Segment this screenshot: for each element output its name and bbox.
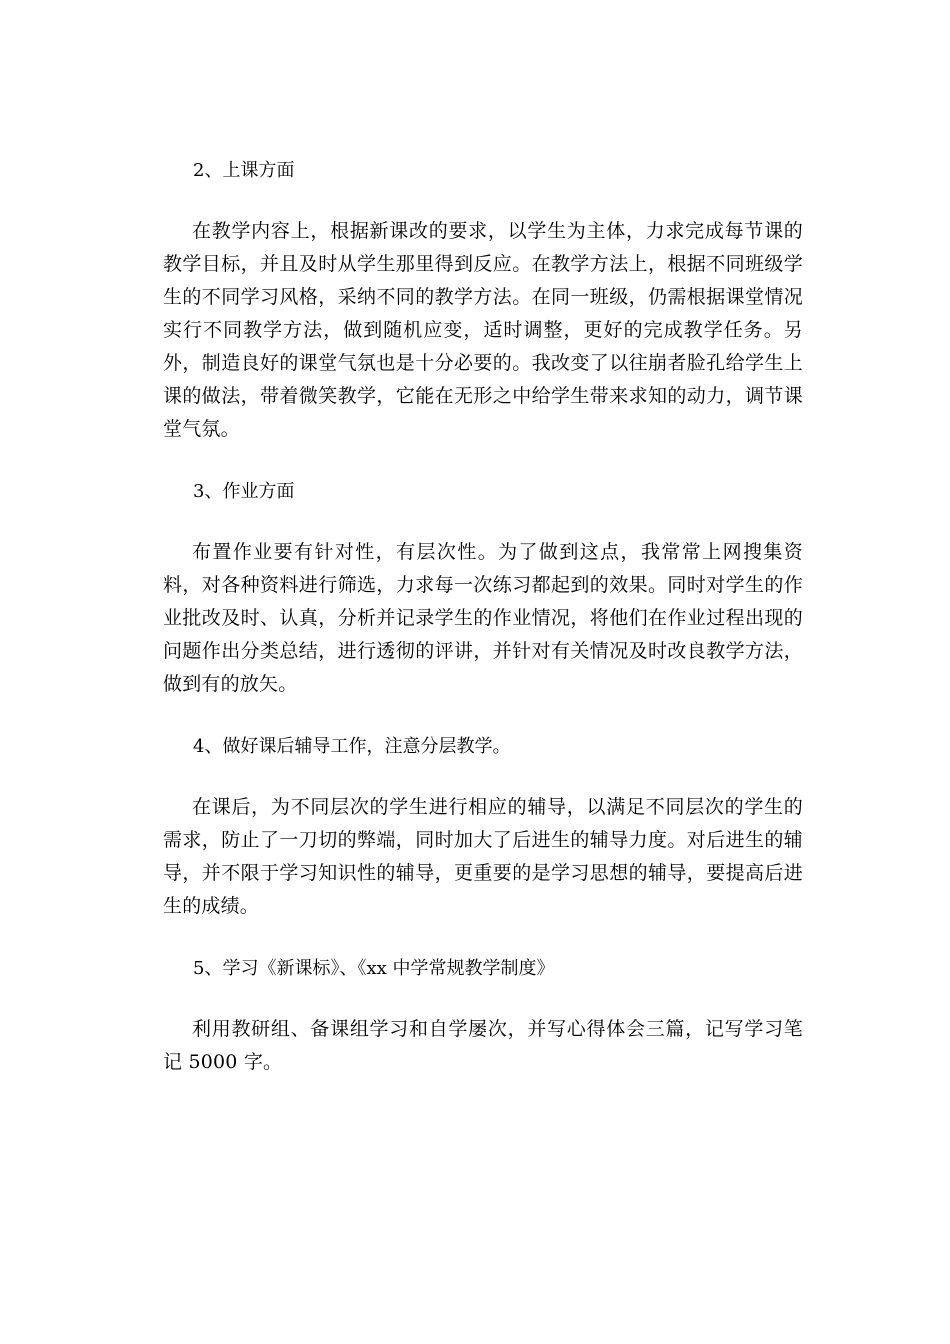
section-paragraph: 利用教研组、备课组学习和自学屡次，并写心得体会三篇，记写学习笔记 5000 字。 xyxy=(163,1018,803,1073)
section-paragraph: 在教学内容上，根据新课改的要求，以学生为主体，力求完成每节课的教学目标，并且及时从学生那里得到反应。在教学方法上，根据不同班级学生的不同学习风格，采纳不同的教学方法。在同一班级，仍需根据课堂情况实行不同教学方法，做到随机应变，适时调整，更好的完成教学任务。另外，制造良好的课堂气氛也是十分必要的。我改变了以往崩者脸孔给学生上课的做法，带着微笑教学，它能在无形之中给学生带来求知的动力，调节课堂气氛。 xyxy=(163,220,803,440)
section-heading: 3、作业方面 xyxy=(193,481,295,502)
section-paragraph: 布置作业要有针对性，有层次性。为了做到这点，我常常上网搜集资料，对各种资料进行筛选，力求每一次练习都起到的效果。同时对学生的作业批改及时、认真，分析并记录学生的作业情况，将他们在作业过程出现的问题作出分类总结，进行透彻的评讲，并针对有关情况及时改良教学方法，做到有的放矢。 xyxy=(163,541,803,695)
section-paragraph: 在课后，为不同层次的学生进行相应的辅导，以满足不同层次的学生的需求，防止了一刀切的弊端，同时加大了后进生的辅导力度。对后进生的辅导，并不限于学习知识性的辅导，更重要的是学习思想的辅导，要提高后进生的成绩。 xyxy=(163,796,803,917)
section-heading: 4、做好课后辅导工作，注意分层教学。 xyxy=(193,736,511,757)
document-body xyxy=(163,154,803,1079)
section-heading: 5、学习《新课标》、《xx 中学常规教学制度》 xyxy=(193,958,555,979)
section-heading: 2、上课方面 xyxy=(193,160,295,181)
